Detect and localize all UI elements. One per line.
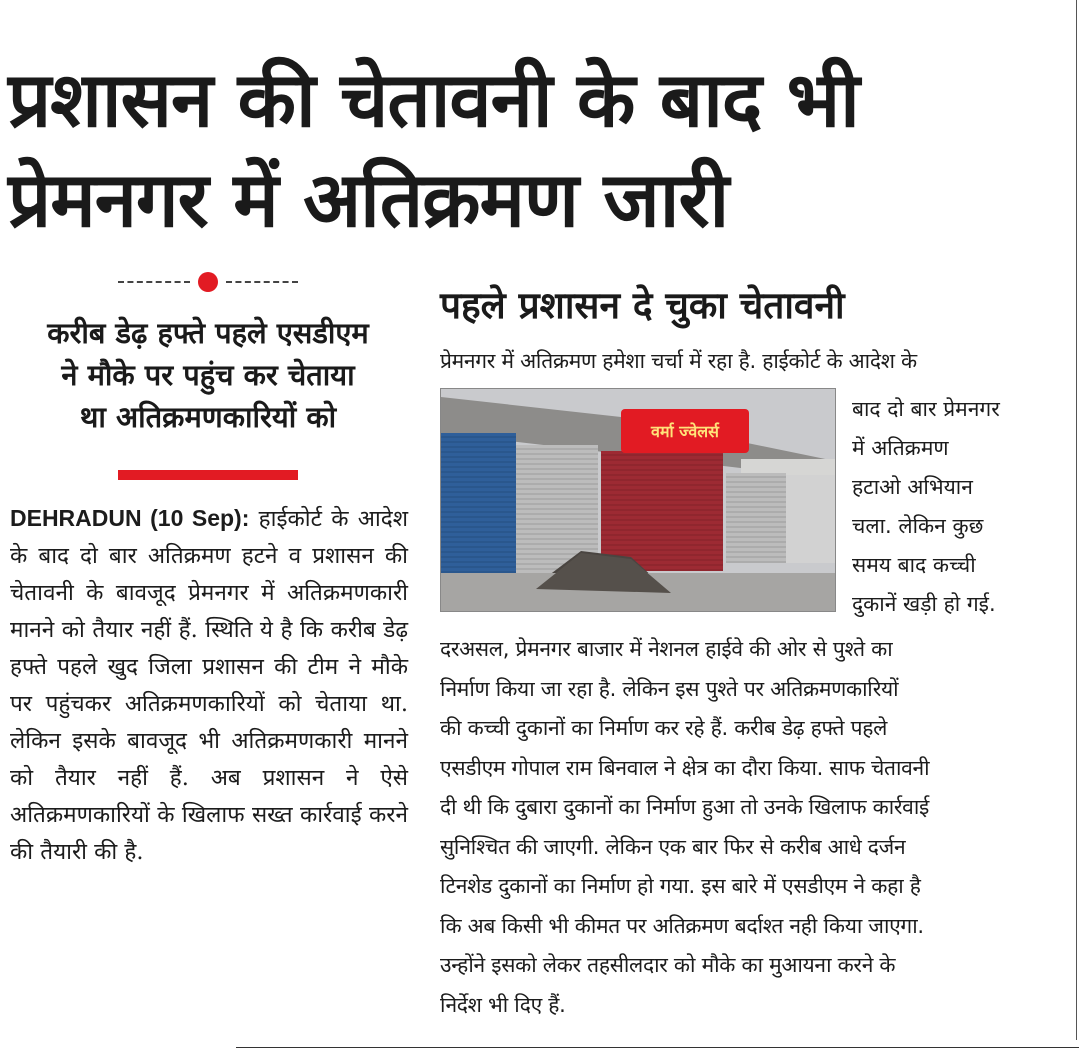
headline [8,50,1068,250]
headline-line-1: प्रशासन की चेतावनी के बाद भी [8,55,859,144]
bottom-rule [236,1047,1079,1048]
ornament-dash-left [118,281,190,283]
dateline: DEHRADUN (10 Sep): [10,505,250,531]
headline-line-2: प्रेमनगर में अतिक्रमण जारी [8,155,729,244]
body-line: दी थी कि दुबारा दुकानों का निर्माण हुआ तो उनके खिलाफ कार्रवाई [440,795,929,819]
aside-line: चला. लेकिन कुछ [852,514,984,538]
subhead: पहले प्रशासन दे चुका चेतावनी [440,284,845,327]
body-line: उन्होंने इसको लेकर तहसीलदार को मौके का मुआयना करने के [440,953,896,977]
aside-line: हटाओ अभियान [852,475,973,499]
body-line: की कच्ची दुकानों का निर्माण कर रहे हैं. करीब डेढ़ हफ्ते पहले [440,716,888,740]
aside-line: में अतिक्रमण [852,436,949,460]
deck-underline-bar [118,470,298,480]
shop-photo [440,388,836,612]
shop-sign-text: वर्मा ज्वेलर्स [651,422,719,441]
aside-line: समय बाद कच्ची [852,553,976,577]
aside-text-block [852,390,1072,624]
body-line: एसडीएम गोपाल राम बिनवाल ने क्षेत्र का दौरा किया. साफ चेतावनी [440,755,930,780]
aside-line: दुकानें खड़ी हो गई. [852,592,996,616]
body-line: टिनशेड दुकानों का निर्माण हो गया. इस बारे में एसडीएम ने कहा है [440,874,921,898]
deck-line-1: करीब डेढ़ हफ्ते पहले एसडीएम [47,316,369,350]
body-line: दरअसल, प्रेमनगर बाजार में नेशनल हाईवे की ओर से पुश्ते का [440,637,893,661]
body-line: निर्माण किया जा रहा है. लेकिन इस पुश्ते पर अतिक्रमणकारियों [440,676,899,701]
separator-ornament [118,272,298,292]
red-dot [198,272,218,292]
intro-line: प्रेमनगर में अतिक्रमण हमेशा चर्चा में रहा है. हाईकोर्ट के आदेश के [440,349,917,373]
deck-line-3: था अतिक्रमणकारियों को [79,400,337,434]
shop-shutters-illustration [441,389,835,611]
body-line: कि अब किसी भी कीमत पर अतिक्रमण बर्दाश्त नही किया जाएगा. [440,913,924,938]
left-column-text: हाईकोर्ट के आदेश के बाद दो बार अतिक्रमण हटने व प्रशासन की चेतावनी के बावजूद प्रेमनगर में अतिक्रमणकारी मानने को तैयार नहीं हैं. स्थिति ये है कि करीब डेढ़ हफ्ते पहले खुद जिला प्रशासन की टीम ने मौके पर पहुंचकर अतिक्रमणकारियों को चेताया था. लेकिन इसके बावजूद भी अतिक्रमणकारी मानने को तैयार नहीं हैं. अब प्रशासन ने ऐसे अतिक्रमणकारियों के खिलाफ सख्त कार्रवाई करने की तैयारी की है. [10,506,409,865]
left-column-article [10,500,408,871]
deck-headline [8,312,408,438]
aside-line: बाद दो बार प्रेमनगर [852,397,1000,421]
page-edge-rule [1076,0,1077,1040]
deck-line-2: ने मौके पर पहुंच कर चेताया [61,358,355,392]
right-column-body [440,630,1070,1025]
body-line: निर्देश भी दिए हैं. [440,992,566,1017]
ornament-dash-right [226,281,298,283]
body-line: सुनिश्चित की जाएगी. लेकिन एक बार फिर से करीब आधे दर्जन [440,834,906,859]
